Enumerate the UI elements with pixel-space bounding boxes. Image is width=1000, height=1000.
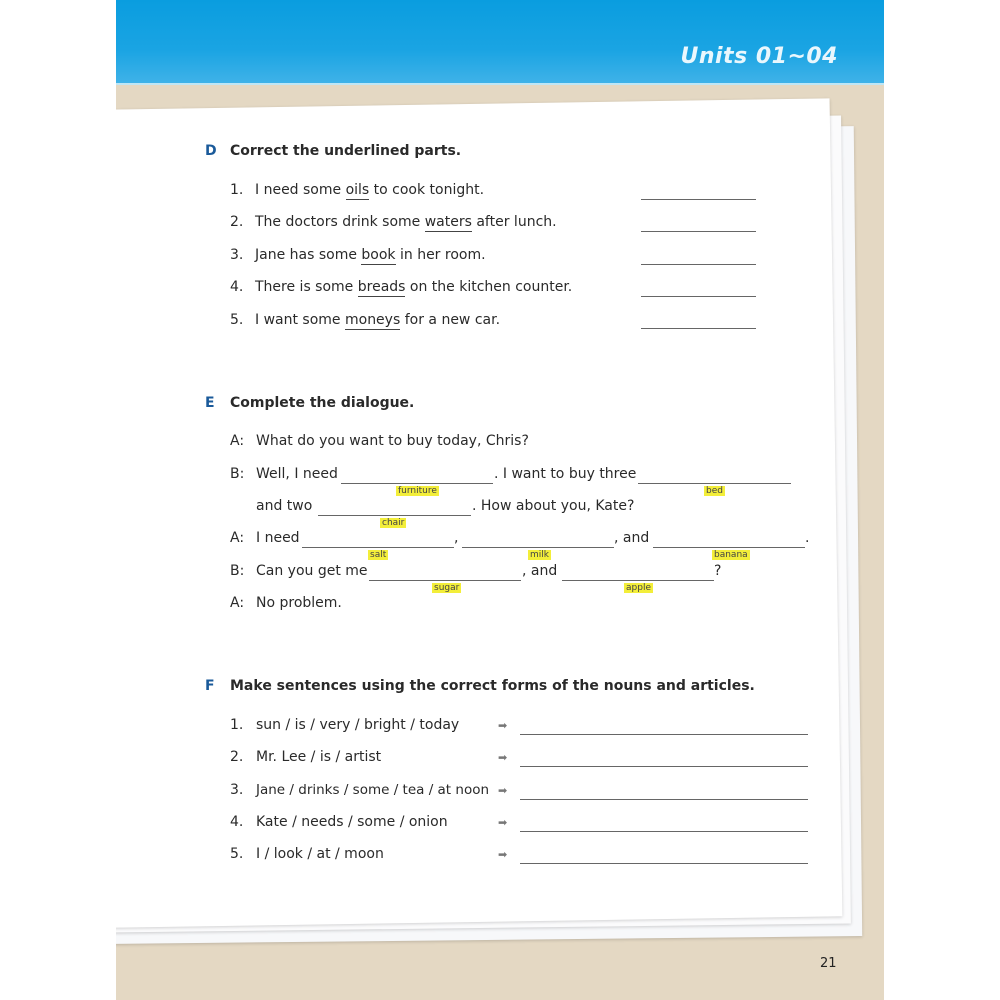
answer-blank[interactable]: [341, 483, 493, 484]
workbook-page: [116, 0, 884, 1000]
answer-blank[interactable]: [641, 231, 756, 232]
hint-label: sugar: [434, 583, 460, 593]
answer-blank[interactable]: [641, 328, 756, 329]
underlined-word: breads: [357, 279, 406, 295]
answer-blank[interactable]: [562, 580, 714, 581]
answer-blank[interactable]: [520, 799, 808, 800]
speaker-label: B:: [230, 466, 245, 482]
hint-label: banana: [714, 550, 748, 560]
answer-blank[interactable]: [641, 199, 756, 200]
answer-blank[interactable]: [462, 547, 614, 548]
hint-label: chair: [382, 518, 405, 528]
underlined-word: moneys: [344, 312, 401, 328]
hint-label: salt: [370, 550, 387, 560]
answer-blank[interactable]: [520, 831, 808, 832]
hint-label: bed: [706, 486, 723, 496]
answer-blank[interactable]: [520, 734, 808, 735]
answer-blank[interactable]: [520, 766, 808, 767]
arrow-right-icon: ➡: [498, 751, 508, 764]
hint-label: milk: [530, 550, 549, 560]
section-e-title: Complete the dialogue.: [230, 395, 415, 411]
answer-blank[interactable]: [302, 547, 454, 548]
dialogue-line: What do you want to buy today, Chris?: [256, 433, 529, 449]
arrow-right-icon: ➡: [498, 816, 508, 829]
hint-label: apple: [626, 583, 651, 593]
underlined-word: oils: [345, 182, 370, 198]
dialogue-line: No problem.: [256, 595, 342, 611]
speaker-label: A:: [230, 530, 245, 546]
arrow-right-icon: ➡: [498, 848, 508, 861]
answer-blank[interactable]: [641, 296, 756, 297]
page-number: 21: [820, 956, 837, 971]
answer-blank[interactable]: [520, 863, 808, 864]
arrow-right-icon: ➡: [498, 719, 508, 732]
underlined-word: book: [361, 247, 396, 263]
section-f-letter: F: [205, 678, 215, 694]
speaker-label: A:: [230, 433, 245, 449]
hint-label: furniture: [398, 486, 437, 496]
answer-blank[interactable]: [653, 547, 805, 548]
answer-blank[interactable]: [641, 264, 756, 265]
arrow-right-icon: ➡: [498, 784, 508, 797]
speaker-label: B:: [230, 563, 245, 579]
page-content: D Correct the underlined parts. 1. I need some oils to cook tonight. 2. The doctors drink some waters after lunch. 3. Jane has some book in her room. 4. There is some breads on the kitchen counter. 5. I want some moneys for a new car. E Complete the dialogue. A: What do you want to buy today, Chris? B: Well, I need furniture . I want to buy three bed and two chair . How about you, Kate? A: I need salt , milk , and banana . B: Can you get me sugar , and apple ? A: No problem. F Make sentences using the correct forms of the nouns and articles. 1. sun / is / very / bright / today ➡ 2. Mr. Lee / is / artist ➡ 3. Jane / drinks / some / tea / at noon ➡ 4. Kate / needs / some / onion ➡ 5. I / look / at / moon ➡ 21: [205, 143, 837, 971]
answer-blank[interactable]: [638, 483, 791, 484]
units-title: Units 01~04: [680, 44, 838, 69]
section-d-letter: D: [205, 143, 217, 159]
underlined-word: waters: [424, 214, 472, 230]
section-f-title: Make sentences using the correct forms of the nouns and articles.: [230, 678, 755, 694]
answer-blank[interactable]: [318, 515, 471, 516]
answer-blank[interactable]: [369, 580, 521, 581]
section-e-letter: E: [205, 395, 215, 411]
speaker-label: A:: [230, 595, 245, 611]
section-d-title: Correct the underlined parts.: [230, 143, 462, 159]
